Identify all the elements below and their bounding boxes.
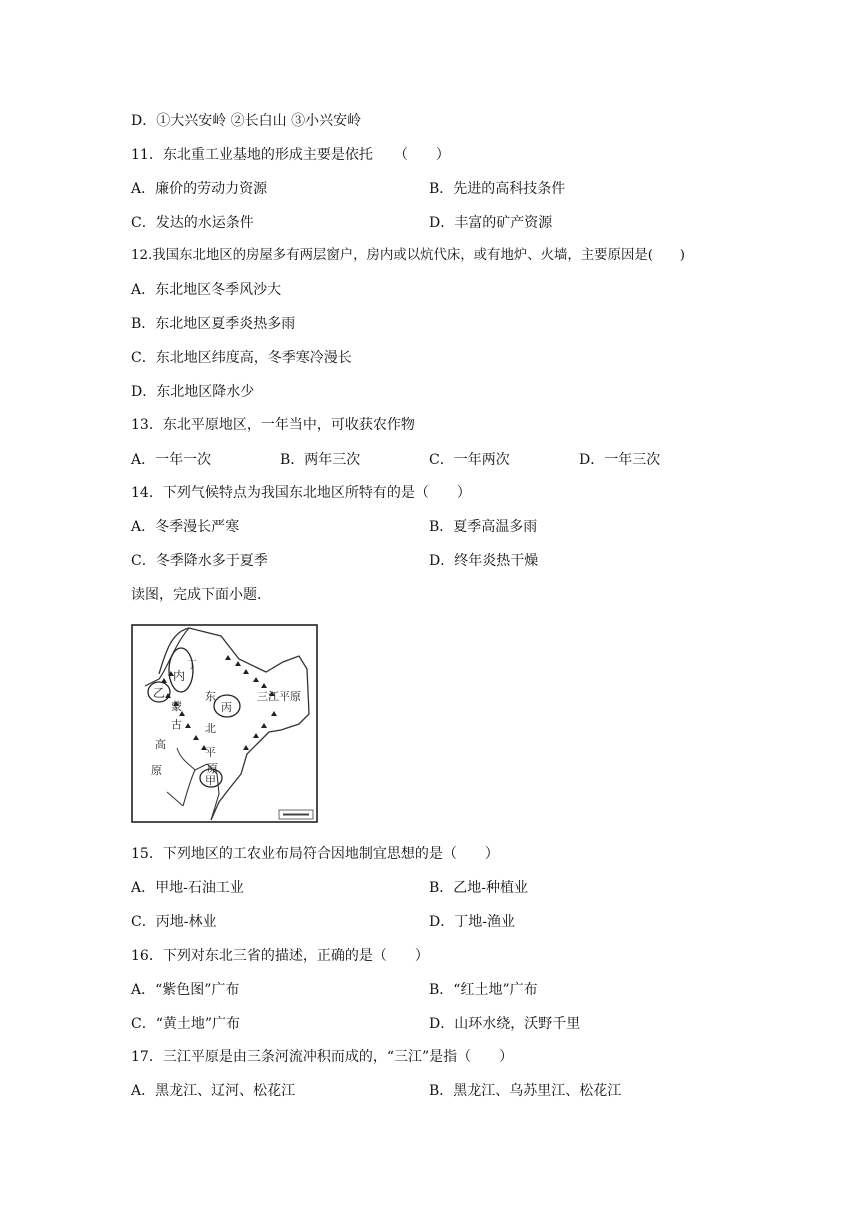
read-map-instruction: 读图，完成下面小题. [131, 587, 262, 603]
map-label-yuan2: 原 [207, 762, 218, 775]
q12-option-d: D．东北地区降水少 [131, 384, 255, 400]
map-label-ping: 平 [205, 746, 216, 759]
q17-option-a: A．黑龙江、辽河、松花江 [131, 1083, 296, 1099]
q12-option-b: B．东北地区夏季炎热多雨 [131, 316, 296, 332]
q12-option-a: A．东北地区冬季风沙大 [131, 282, 282, 298]
q16-option-d: D．山环水绕，沃野千里 [429, 1016, 581, 1032]
q13-option-d: D．一年三次 [579, 452, 661, 468]
q13-option-a: A．一年一次 [131, 452, 212, 468]
map-label-meng: 蒙 [171, 700, 182, 713]
q12-option-c: C．东北地区纬度高，冬季寒冷漫长 [131, 350, 352, 366]
q14-option-b: B．夏季高温多雨 [429, 519, 538, 535]
map-label-ding: 丁 [187, 660, 197, 671]
q11-option-b: B．先进的高科技条件 [429, 181, 566, 197]
q13-option-c: C．一年两次 [429, 452, 510, 468]
q15-option-d: D．丁地-渔业 [429, 914, 515, 930]
q13-option-b: B．两年三次 [280, 452, 361, 468]
q14-option-c: C．冬季降水多于夏季 [131, 553, 268, 569]
map-label-bing: 丙 [221, 701, 232, 714]
map-label-yi: 乙 [153, 686, 166, 700]
q14-option-a: A．冬季漫长严寒 [131, 519, 240, 535]
q16-stem: 16．下列对东北三省的描述，正确的是（ ） [131, 948, 429, 964]
northeast-china-map [131, 624, 319, 824]
q15-option-a: A．甲地-石油工业 [131, 880, 244, 896]
map-label-yuan: 原 [151, 764, 162, 777]
q15-option-b: B．乙地-种植业 [429, 880, 529, 896]
map-label-nei: 内 [173, 669, 186, 683]
map-label-gu: 古 [171, 718, 182, 731]
q16-option-b: B．“红土地”广布 [429, 982, 538, 998]
q11-stem: 11．东北重工业基地的形成主要是依托 （ ） [131, 147, 450, 163]
q11-option-d: D．丰富的矿产资源 [429, 215, 553, 231]
map-label-jia: 甲 [205, 774, 216, 787]
q15-stem: 15．下列地区的工农业布局符合因地制宜思想的是（ ） [131, 846, 499, 862]
map-label-bei: 北 [205, 722, 216, 735]
map-label-gao: 高 [155, 738, 166, 751]
q17-stem: 17．三江平原是由三条河流冲积而成的，“三江”是指（ ） [131, 1049, 514, 1065]
q12-stem: 12.我国东北地区的房屋多有两层窗户，房内或以炕代床，或有地炉、火墙，主要原因是( ) [131, 248, 685, 263]
map-label-dong: 东 [205, 690, 216, 703]
q14-option-d: D．终年炎热干燥 [429, 553, 539, 569]
q14-stem: 14．下列气候特点为我国东北地区所特有的是（ ） [131, 485, 471, 501]
q11-option-a: A．廉价的劳动力资源 [131, 181, 268, 197]
q16-option-a: A．“紫色图”广布 [131, 982, 240, 998]
map-label-sanjiang: 三江平原 [257, 690, 301, 703]
q10-option-d: D．①大兴安岭 ②长白山 ③小兴安岭 [131, 113, 362, 129]
q11-option-c: C．发达的水运条件 [131, 215, 254, 231]
q17-option-b: B．黑龙江、乌苏里江、松花江 [429, 1083, 622, 1099]
q15-option-c: C．丙地-林业 [131, 914, 217, 930]
q13-stem: 13．东北平原地区，一年当中，可收获农作物 [131, 417, 415, 433]
q16-option-c: C．“黄土地”广布 [131, 1016, 241, 1032]
